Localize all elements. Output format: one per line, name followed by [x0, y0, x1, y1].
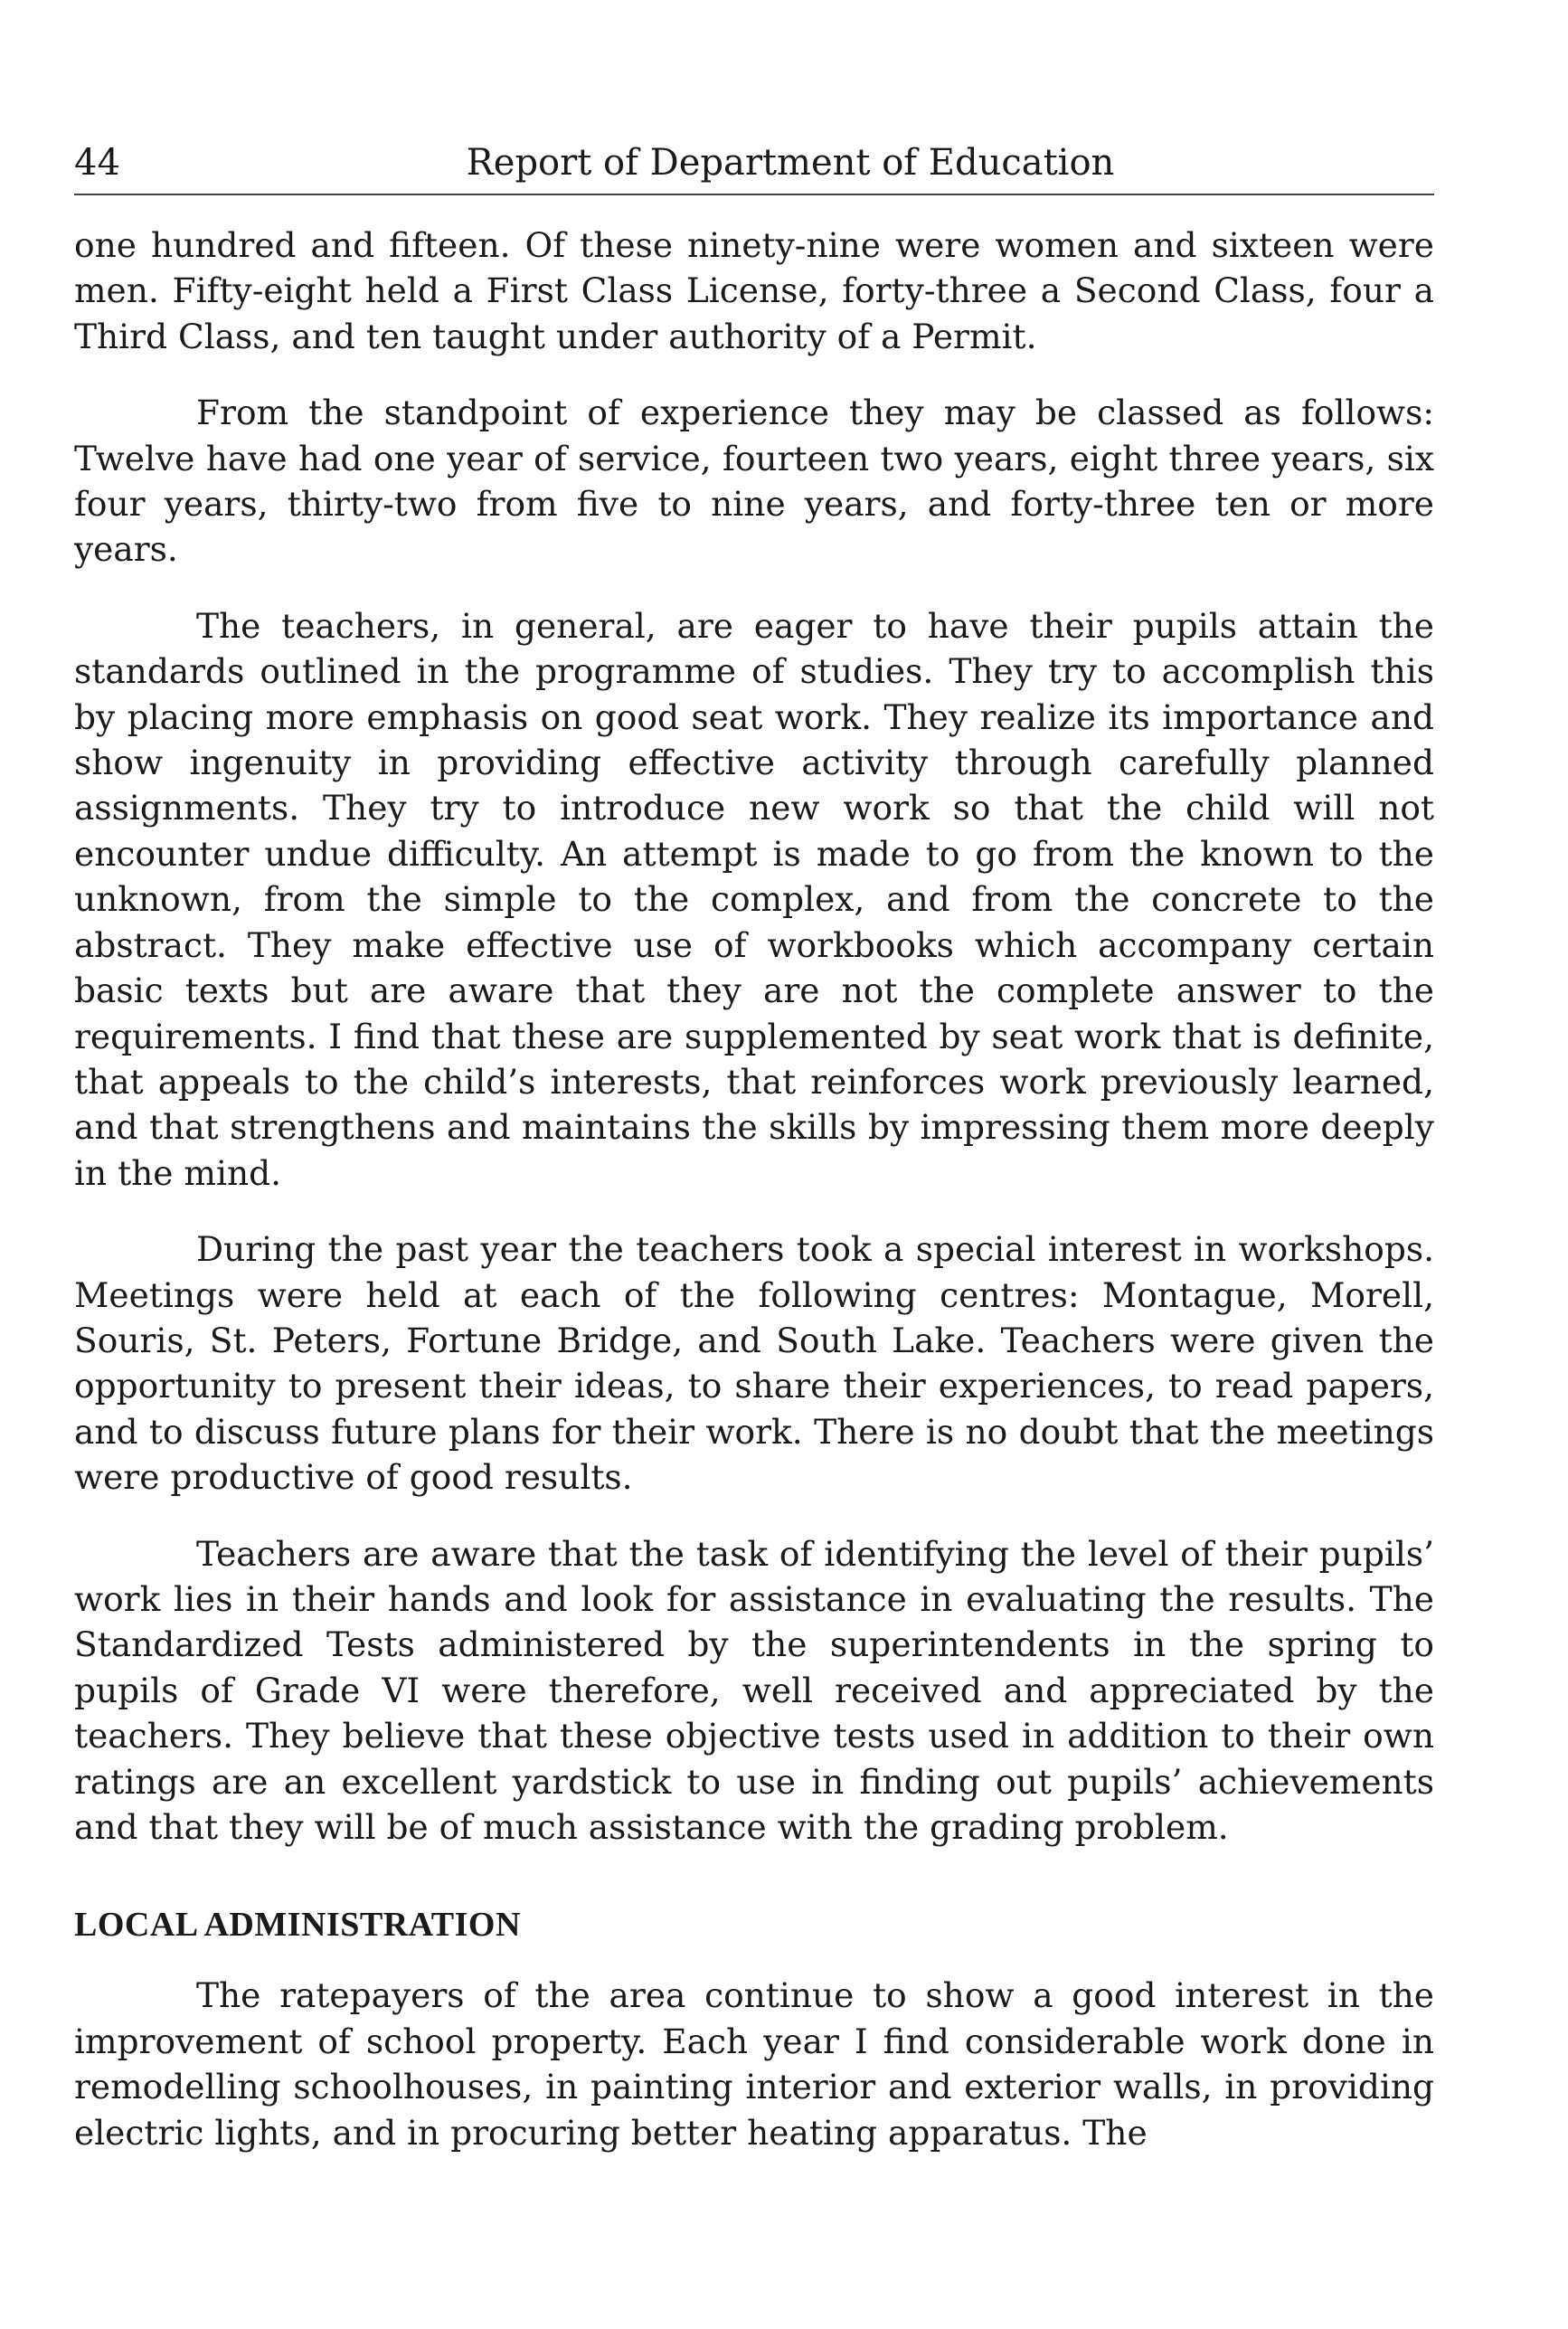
paragraph-teacher-counts: one hundred and fifteen. Of these ninety-nine were women and sixteen were men. Fifty-eight held a First Class License, forty-three a Second Class, four a Third Class, and ten taught under authority of a Permit.	[74, 225, 1434, 356]
paragraph-teaching-standards: The teachers, in general, are eager to have their pupils attain the standards outlined in the programme of studies. They try to accomplish this by placing more emphasis on good seat work. They realize its importance and show ingenuity in providing effective activity through carefully planned assignments. They try to introduce new work so that the child will not encounter undue difficulty. An attempt is made to go from the known to the unknown, from the simple to the complex, and from the concrete to the abstract. They make effective use of workbooks which accompany certain basic texts but are aware that they are not the complete answer to the requirements. I find that these are supplemented by seat work that is definite, that appeals to the child’s interests, that reinforces work previously learned, and that strengthens and maintains the skills by impressing them more deeply in the mind.	[74, 605, 1434, 1193]
paragraph-experience: From the standpoint of experience they may be classed as follows: Twelve have had one year of service, fourteen two years, eight three years, six four years, thirty-two from five to nine years, and forty-three ten or more years.	[74, 393, 1434, 570]
paragraph-local-administration: The ratepayers of the area continue to show a good interest in the improvement of school property. Each year I find considerable work done in remodelling schoolhouses, in painting interior and exterior walls, in providing electric lights, and in procuring better heating apparatus. The	[74, 1975, 1434, 2153]
paragraph-standardized-tests: Teachers are aware that the task of identifying the level of their pupils’ work lies in their hands and look for assistance in evaluating the results. The Standardized Tests administered by the superintendents in the spring to pupils of Grade VI were therefore, well received and appreciated by the teachers. They believe that these objective tests used in addition to their own ratings are an excellent yardstick to use in finding out pupils’ achievements and that they will be of much assistance with the grading problem.	[74, 1533, 1434, 1847]
running-header	[74, 136, 1434, 190]
document-page	[74, 136, 1434, 2186]
header-divider	[74, 194, 1434, 195]
page-number: 44	[74, 142, 120, 184]
running-title: Report of Department of Education	[466, 142, 1115, 184]
body-text	[74, 222, 1434, 2155]
paragraph-workshops: During the past year the teachers took a special interest in workshops. Meetings were held at each of the following centres: Montague, Morell, Souris, St. Peters, Fortune Bridge, and South Lake. Teachers were given the opportunity to present their ideas, to share their experiences, to read papers, and to discuss future plans for their work. There is no doubt that the meetings were productive of good results.	[74, 1229, 1434, 1498]
section-heading: LOCAL ADMINISTRATION	[74, 1906, 521, 1945]
